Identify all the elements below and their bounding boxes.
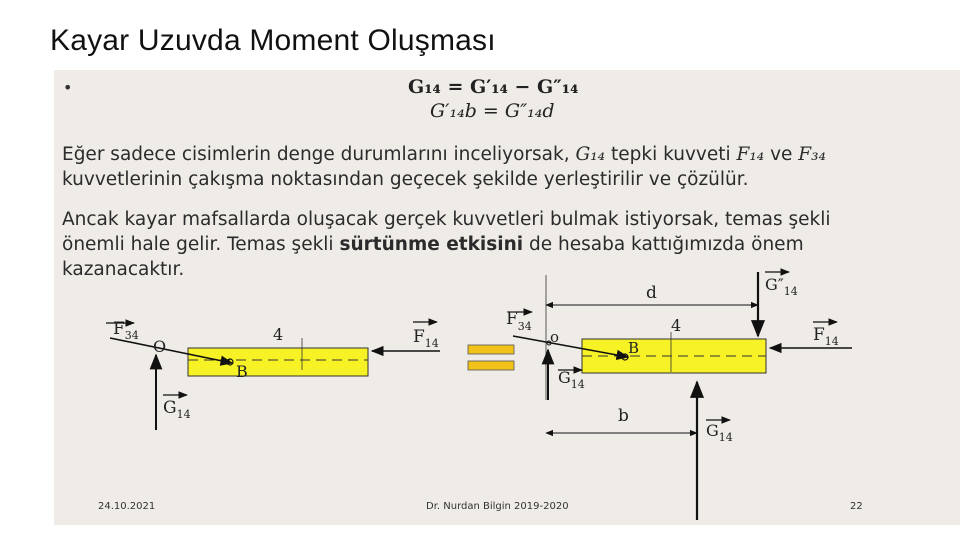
dimension-d-label: d bbox=[646, 283, 657, 303]
right-f14-label: $F_{14}$ bbox=[813, 325, 839, 348]
paragraph-equilibrium: Eğer sadece cisimlerin denge durumlarını inceliyorsak, G₁₄ tepki kuvveti F₁₄ ve F₃₄ kuvvetlerinin çakışma noktasından geçecek şekilde yerleştirilir ve çözülür. bbox=[62, 144, 826, 190]
right-g-prime-label: $G_{14}$ bbox=[706, 421, 733, 444]
right-b-label: B bbox=[628, 339, 640, 357]
right-g14-label: $G_{14}$ bbox=[558, 368, 585, 391]
right-diagram bbox=[506, 272, 852, 520]
left-link-label: 4 bbox=[273, 325, 284, 344]
right-link-label: 4 bbox=[671, 316, 682, 335]
equation-moment-balance: G′₁₄b = G″₁₄d bbox=[430, 100, 555, 122]
footer-date: 24.10.2021 bbox=[98, 501, 156, 512]
left-f14-label: $F_{14}$ bbox=[413, 327, 439, 350]
right-o-label: o bbox=[550, 328, 560, 346]
left-o-label: O bbox=[153, 337, 167, 356]
right-slider-block bbox=[582, 339, 766, 373]
slide-title: Kayar Uzuvda Moment Oluşması bbox=[50, 24, 496, 57]
bullet: • bbox=[63, 78, 73, 97]
footer-author: Dr. Nurdan Bilgin 2019-2020 bbox=[426, 501, 569, 512]
dimension-b-label: b bbox=[618, 406, 629, 426]
left-b-label: B bbox=[236, 362, 248, 381]
equals-sign bbox=[468, 345, 514, 370]
footer-page-number: 22 bbox=[850, 501, 863, 512]
left-diagram bbox=[106, 319, 440, 430]
equation-g14-sum: G₁₄ = G′₁₄ − G″₁₄ bbox=[408, 76, 579, 98]
left-g14-label: $G_{14}$ bbox=[163, 398, 191, 421]
right-g-double-prime-label: $G''_{14}$ bbox=[765, 275, 798, 298]
left-f34-label: $F_{34}$ bbox=[113, 319, 139, 342]
right-f34-label: $F_{34}$ bbox=[506, 309, 532, 333]
paragraph-friction: Ancak kayar mafsallarda oluşacak gerçek kuvvetleri bulmak istiyorsak, temas şekli önemli hale gelir. Temas şekli sürtünme etkisini de hesaba kattığımızda önem kazanacaktır. bbox=[62, 209, 831, 280]
left-slider-block bbox=[188, 348, 368, 376]
